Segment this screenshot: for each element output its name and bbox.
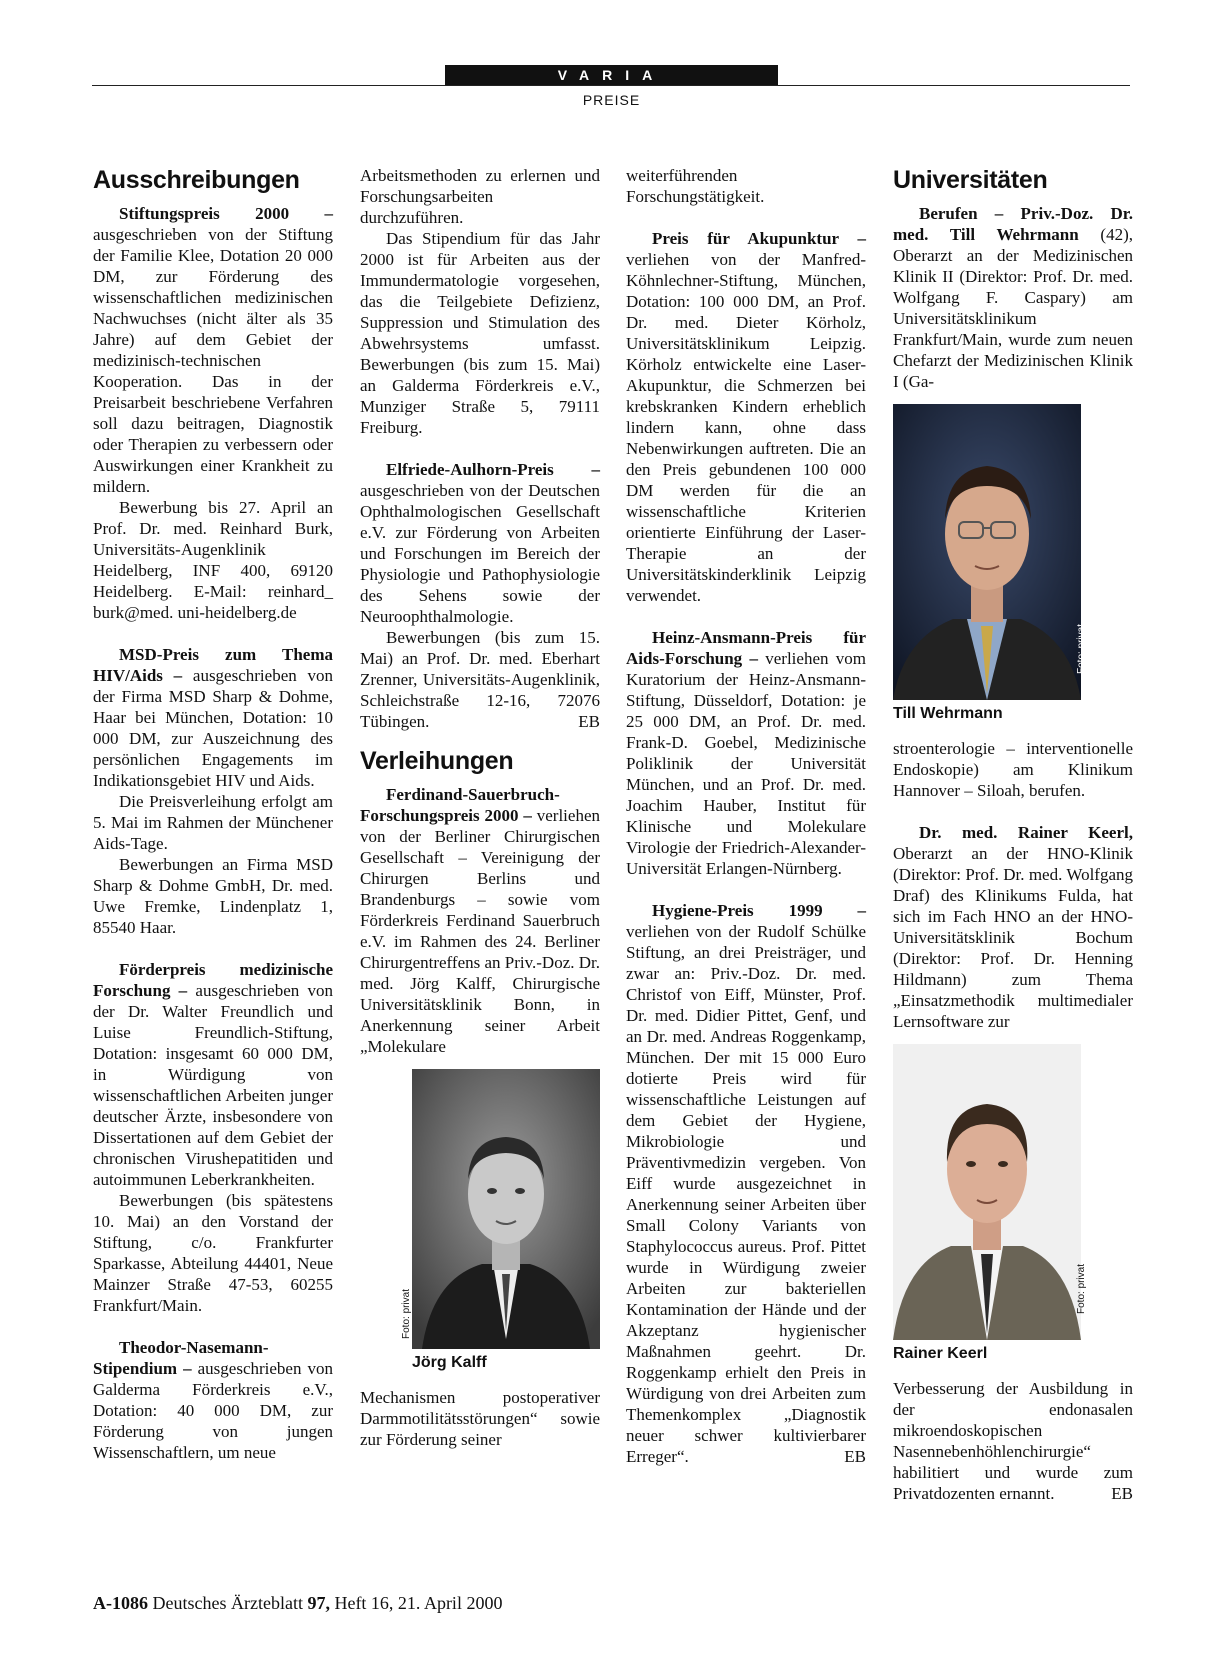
- lead-text: Stiftungspreis 2000 –: [119, 204, 333, 223]
- section-label: VARIA: [445, 65, 778, 85]
- column-4: [893, 165, 1133, 1504]
- signature: EB: [844, 1447, 866, 1466]
- issue-date: Heft 16, 21. April 2000: [329, 1593, 503, 1613]
- paragraph: [626, 900, 866, 1467]
- lead-text: Theodor-Nasemann-Stipendium –: [93, 1338, 269, 1378]
- column-2: [360, 165, 600, 1450]
- subsection-label: PREISE: [582, 92, 641, 108]
- lead-text: Ferdinand-Sauerbruch-Forschungspreis 2000 –: [360, 785, 560, 825]
- portrait-photo: [893, 1044, 1087, 1340]
- paragraph: [626, 228, 866, 606]
- lead-text: Förderpreis medizinische Forschung –: [93, 960, 333, 1000]
- body-text: verliehen von der Manfred-Köhnlechner-Stiftung, München, Dotation: 100 000 DM, an Prof. Dr. med. Dieter Körholz, Universitätsklinikum Leipzig. Körholz entwickelte eine Laser-Akupunktur, die Schmerzen bei krebskranken Kindern erheblich lindern kann, ohne dass Nebenwirkungen auftreten. Die an den Preis gebundenen 100 000 DM werden für die an wissenschaftliche Kriterien orientierte Einführung der Laser-Therapie an der Universitätskinderklinik Leipzig verwendet.: [626, 250, 866, 605]
- photo-caption: Jörg Kalff: [412, 1354, 487, 1371]
- journal-name: Deutsches Ärzteblatt: [148, 1593, 308, 1613]
- paragraph: Arbeitsmethoden zu erlernen und Forschungsarbeiten durchzuführen.: [360, 166, 600, 227]
- photo-credit: Foto: privat: [401, 1288, 412, 1339]
- page-number: A-1086: [93, 1593, 148, 1613]
- heading-verleihungen: Verleihungen: [360, 747, 514, 775]
- paragraph: [93, 203, 333, 497]
- paragraph: [626, 627, 866, 879]
- column-3: [626, 165, 866, 1467]
- body-text: Verbesserung der Ausbildung in der endonasalen mikroendoskopischen Nasennebenhöhlenchirurgie“ habilitiert und wurde zum Privatdozenten ernannt.: [893, 1379, 1133, 1503]
- paragraph: [93, 1337, 333, 1463]
- body-text: ausgeschrieben von Galderma Förderkreis e.V., Dotation: 40 000 DM, zur Förderung von jungen Wissenschaftlern, um neue: [93, 1359, 333, 1462]
- photo-caption: Till Wehrmann: [893, 705, 1003, 722]
- paragraph: [893, 822, 1133, 1032]
- heading-ausschreibungen: Ausschreibungen: [93, 166, 300, 194]
- paragraph: Bewerbungen (bis spätestens 10. Mai) an den Vorstand der Stiftung, c/o. Frankfurter Sparkasse, Abteilung 44401, Neue Mainzer Straße 47-53, 60255 Frankfurt/Main.: [93, 1191, 333, 1315]
- paragraph: Die Preisverleihung erfolgt am 5. Mai im Rahmen der Münchener Aids-Tage.: [93, 792, 333, 853]
- photo-wehrmann: [893, 404, 1133, 724]
- volume: 97,: [307, 1593, 330, 1613]
- body-text: Bewerbungen (bis zum 15. Mai) an Prof. Dr. med. Eberhart Zrenner, Universitäts-Augenklinik, Schleichstraße 12-16, 72076 Tübingen.: [360, 628, 600, 731]
- signature: EB: [578, 712, 600, 731]
- body-text: verliehen von der Rudolf Schülke Stiftung, an drei Preisträger, und zwar an: Priv.-Doz. Dr. med. Christof von Eiff, Münster, Prof. Dr. med. Didier Pittet, Genf, und an Dr. med. Andreas Roggenkamp, München. Der mit 15 000 Euro dotierte Preis wird für wissenschaftliche Leistungen auf dem Gebiet der Hygiene, Mikrobiologie und Präventivmedizin vergeben. Von Eiff wurde ausgezeichnet in Anerkennung seiner Arbeiten über Small Colony Variants von Staphylococcus aureus. Prof. Pittet wurde in Würdigung zweier Arbeiten zur bakteriellen Kontamination der Hände und der Akzeptanz hygienischer Maßnahmen geehrt. Dr. Roggenkamp erhielt den Preis in Würdigung von drei Arbeiten zum Themenkomplex „Diagnostik neuer schwer kultivierbarer Erreger“.: [626, 922, 866, 1466]
- paragraph: stroenterologie – interventionelle Endoskopie) am Klinikum Hannover – Siloah, berufen.: [893, 739, 1133, 800]
- header-rule: [92, 85, 1130, 86]
- paragraph: Das Stipendium für das Jahr 2000 ist für Arbeiten aus der Immundermatologie vorgesehen, das die Teilgebiete Defizienz, Suppression und Stimulation des Abwehrsystems umfasst. Bewerbungen (bis zum 15. Mai) an Galderma Förderkreis e.V., Munziger Straße 5, 79111 Freiburg.: [360, 229, 600, 437]
- paragraph: [360, 784, 600, 1057]
- body-text: ausgeschrieben von der Stiftung der Familie Klee, Dotation 20 000 DM, zur Förderung des wissenschaftlichen medizinischen Nachwuchses (nicht älter als 35 Jahre) auf dem Gebiet der medizinisch-technischen Kooperation. Das in der Preisarbeit beschriebene Verfahren soll dazu beitragen, Diagnostik oder Therapien zu verbessern oder Auswirkungen einer Krankheit zu mildern.: [93, 225, 333, 496]
- paragraph: [93, 644, 333, 791]
- portrait-illustration: [412, 1069, 600, 1349]
- photo-kalff: [401, 1069, 600, 1373]
- heading-universitaeten: Universitäten: [893, 166, 1048, 194]
- photo-credit: Foto: privat: [1076, 1263, 1087, 1314]
- photo-caption: Rainer Keerl: [893, 1345, 988, 1362]
- paragraph: Bewerbung bis 27. April an Prof. Dr. med. Reinhard Burk, Universitäts-Augenklinik Heidelberg, INF 400, 69120 Heidelberg. E-Mail: reinhard_ burk@med. uni-heidelberg.de: [93, 498, 333, 622]
- paragraph: [893, 1378, 1133, 1504]
- paragraph: [893, 203, 1133, 392]
- lead-text: Dr. med. Rainer Keerl,: [919, 823, 1133, 842]
- paragraph: Bewerbungen an Firma MSD Sharp & Dohme GmbH, Dr. med. Uwe Fremke, Lindenplatz 1, 85540 Haar.: [93, 855, 333, 937]
- photo-keerl: [893, 1044, 1133, 1364]
- body-text: Oberarzt an der HNO-Klinik (Direktor: Prof. Dr. med. Wolfgang Draf) des Klinikums Fulda, hat sich im Fach HNO an der HNO-Universitätsklinik Bochum (Direktor: Prof. Dr. Henning Hildmann) zum Thema „Einsatzmethodik multimedialer Lernsoftware zur: [893, 844, 1133, 1031]
- paragraph: Mechanismen postoperativer Darmmotilitätsstörungen“ sowie zur Förderung seiner: [360, 1388, 600, 1449]
- body-text: ausgeschrieben von der Firma MSD Sharp & Dohme, Haar bei München, Dotation: 10 000 DM, zur Auszeichnung des persönlichen Engagements im Indikationsgebiet HIV und Aids.: [93, 666, 333, 790]
- column-1: [93, 165, 333, 1463]
- lead-text: Heinz-Ansmann-Preis für Aids-Forschung –: [626, 628, 866, 668]
- paragraph: [360, 627, 600, 732]
- lead-text: Hygiene-Preis 1999 –: [652, 901, 866, 920]
- photo-credit: Foto: privat: [1076, 623, 1087, 674]
- portrait-illustration: [893, 404, 1081, 700]
- page-footer: [93, 1593, 502, 1614]
- body-text: verliehen von der Berliner Chirurgischen Gesellschaft – Vereinigung der Chirurgen Berlins und Brandenburgs – sowie vom Förderkreis Ferdinand Sauerbruch e.V. im Rahmen des 24. Berliner Chirurgentreffens an Priv.-Doz. Dr. med. Jörg Kalff, Chirurgische Universitätsklinik Bonn, in Anerkennung seiner Arbeit „Molekulare: [360, 806, 600, 1056]
- portrait-photo: [893, 404, 1087, 700]
- lead-text: Preis für Akupunktur –: [652, 229, 866, 248]
- signature: EB: [1111, 1484, 1133, 1503]
- paragraph: [360, 459, 600, 627]
- body-text: (42), Oberarzt an der Medizinischen Klinik II (Direktor: Prof. Dr. med. Wolfgang F. Caspary) am Universitätsklinikum Frankfurt/Main, wurde zum neuen Chefarzt der Medizinischen Klinik I (Ga-: [893, 225, 1133, 391]
- body-text: ausgeschrieben von der Deutschen Ophthalmologischen Gesellschaft e.V. zur Förderung von Arbeiten und Forschungen im Bereich der Physiologie und Pathophysiologie des Sehens sowie der Neuroophthalmologie.: [360, 481, 600, 626]
- lead-text: MSD-Preis zum Thema HIV/Aids –: [93, 645, 333, 685]
- portrait-photo: [401, 1069, 600, 1349]
- lead-text: Elfriede-Aulhorn-Preis –: [386, 460, 600, 479]
- lead-text: Berufen – Priv.-Doz. Dr. med. Till Wehrmann: [893, 204, 1133, 244]
- portrait-illustration: [893, 1044, 1081, 1340]
- paragraph: weiterführenden Forschungstätigkeit.: [626, 166, 765, 206]
- paragraph: [93, 959, 333, 1190]
- body-text: verliehen vom Kuratorium der Heinz-Ansmann-Stiftung, Düsseldorf, Dotation: je 25 000 DM, an Prof. Dr. med. Frank-D. Goebel, Medizinische Poliklinik der Universität München, und an Prof. Dr. med. Joachim Hauber, Institut für Klinische und Molekulare Virologie der Friedrich-Alexander-Universität Erlangen-Nürnberg.: [626, 649, 866, 878]
- body-text: ausgeschrieben von der Dr. Walter Freundlich und Luise Freundlich-Stiftung, Dotation: insgesamt 60 000 DM, in Würdigung von wissenschaftlichen Arbeiten junger deutscher Ärzte, insbesondere von Dissertationen auf dem Gebiet der chronischen Virushepatitiden und autoimmunen Leberkrankheiten.: [93, 981, 333, 1189]
